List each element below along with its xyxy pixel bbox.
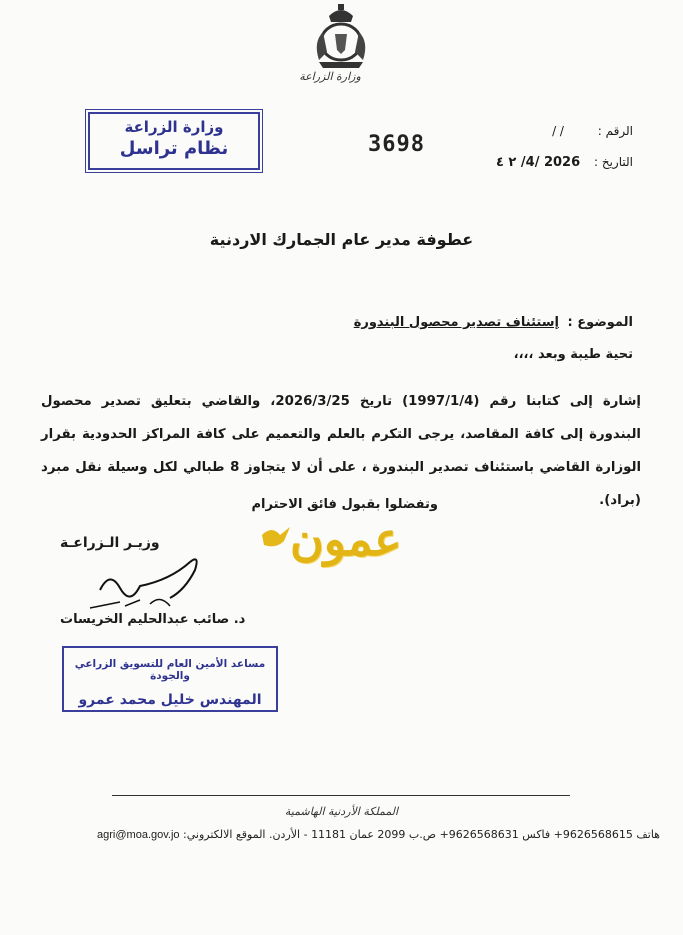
- recipient-heading: عطوفة مدير عام الجمارك الاردنية: [209, 230, 474, 249]
- ref-value: / /: [552, 124, 564, 138]
- date-value: 2026 /4/ ٢ ٤: [495, 155, 581, 170]
- stamp2-line-2: المهندس خليل محمد عمرو: [78, 692, 262, 708]
- official-stamp: [62, 646, 278, 712]
- correspondence-stamp: [88, 112, 260, 170]
- date-line: [496, 155, 633, 170]
- footer-country: المملكة الأردنية الهاشمية: [284, 805, 399, 818]
- stamp-line-1: وزارة الزراعة: [124, 118, 224, 136]
- greeting: تحية طيبة وبعد ،،،،: [513, 347, 633, 362]
- footer-email-link[interactable]: agri@moa.gov.jo: [97, 829, 180, 841]
- watermark-logo: عمون: [290, 512, 402, 566]
- footer-contact-text: هاتف 9626568615+ فاكس 9626568631+ ص.ب 2099 عمان 11181 - الأردن. الموقع الالكتروني:: [183, 828, 660, 841]
- coat-of-arms-icon: [305, 2, 377, 72]
- footer-contact: [60, 828, 660, 841]
- ref-label: الرقم :: [597, 124, 633, 138]
- subject-row: [354, 315, 633, 330]
- ref-line: [552, 124, 633, 138]
- minister-title: وزيـر الـزراعـة: [60, 535, 160, 551]
- signatory-name: د. صائب عبدالحليم الخريسات: [60, 612, 246, 627]
- ministry-script-logo: وزارة الزراعة: [299, 70, 361, 83]
- subject-label: الموضوع :: [567, 315, 633, 330]
- letter-body: إشارة إلى كتابنا رقم (1997/1/4) تاريخ 2026/3/25، والقاضي بتعليق تصدير محصول البندورة إلى كافة المقاصد، يرجى التكرم بالعلم والتعميم على كافة المراكز الحدودية بقرار الوزارة القاضي باستئناف تصدير البندورة ، على أن لا يتجاوز 8 طبالي لكل وسيلة نقل مبرد (براد).: [41, 394, 641, 508]
- subject-text: إستئناف تصدير محصول البندورة: [353, 315, 559, 330]
- reference-number: 3698: [368, 132, 425, 157]
- stamp-line-2: نظام تراسل: [119, 138, 229, 159]
- date-label: التاريخ :: [593, 155, 633, 169]
- closing-line: وتفضلوا بقبول فائق الاحترام: [251, 497, 438, 512]
- stamp2-line-1: مساعد الأمين العام للتسويق الزراعي والجودة: [74, 658, 266, 682]
- footer-divider: [112, 795, 570, 796]
